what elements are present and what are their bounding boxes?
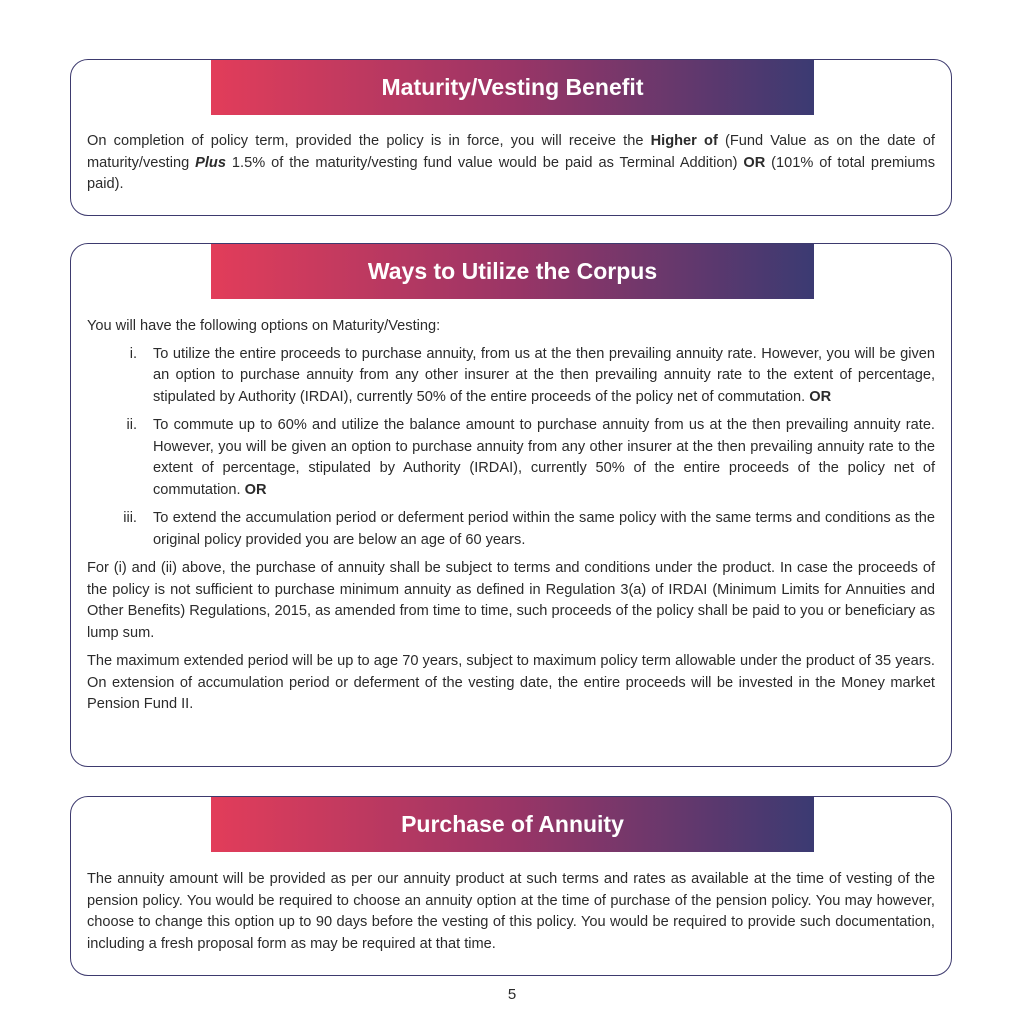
maturity-benefit-text [87, 131, 935, 196]
list-text [153, 344, 935, 409]
list-text [153, 415, 935, 501]
maturity-benefit-section [70, 59, 952, 216]
option-text: To commute up to 60% and utilize the balance amount to purchase annuity from us at the then prevailing annuity rate. However, you will be given an option to purchase annuity from any other insurer at the then prevailing annuity rate to the extent of percentage, stipulated by Authority (IRDAI), currently 50% of the entire proceeds of the policy net of commutation. [153, 417, 935, 498]
list-numeral: ii. [126, 417, 137, 433]
page-number: 5 [507, 986, 517, 1003]
section-title: Maturity/Vesting Benefit [211, 60, 814, 115]
text-span: (101% of total premiums paid). [87, 154, 935, 192]
option-suffix: OR [244, 481, 267, 498]
section-body [87, 131, 935, 196]
extended-period-paragraph: The maximum extended period will be up to age 70 years, subject to maximum policy term allowable under the product of 35 years. On extension of accumulation period or deferment of the vesting date, the entire proceeds will be invested in the Money market Pension Fund II. [87, 653, 935, 712]
list-numeral: iii. [123, 510, 137, 526]
options-list [87, 344, 935, 552]
purchase-annuity-text: The annuity amount will be provided as per our annuity product at such terms and rates as available at the time of vesting of the pension policy. You would be required to choose an annuity option at the time of purchase of the pension policy. You may however, choose to change this option up to 90 days before the vesting of this policy. You would be required to provide such documentation, including a fresh proposal form as may be required at that time. [87, 871, 935, 952]
bold-span: OR [743, 154, 766, 171]
bold-span: Higher of [650, 133, 718, 149]
section-body [87, 316, 935, 716]
bold-italic-span: Plus [195, 154, 226, 171]
list-item [87, 344, 935, 409]
list-item [87, 508, 935, 551]
section-body [87, 869, 935, 955]
purchase-annuity-section [70, 796, 952, 976]
list-numeral: i. [129, 345, 137, 362]
option-suffix: OR [809, 388, 832, 405]
text-span: 1.5% of the maturity/vesting fund value would be paid as Terminal Addition) [225, 154, 744, 171]
text-span: (Fund Value as on the date of maturity/vesting [87, 133, 935, 171]
annuity-conditions-paragraph: For (i) and (ii) above, the purchase of annuity shall be subject to terms and conditions under the product. In case the proceeds of the policy is not sufficient to purchase minimum annuity as defined in Regulation 3(a) of IRDAI (Minimum Limits for Annuities and Other Benefits) Regulations, 2015, as amended from time to time, such proceeds of the policy shall be paid to you or beneficiary as lump sum. [87, 560, 935, 641]
section-title: Purchase of Annuity [211, 797, 814, 852]
options-intro: You will have the following options on Maturity/Vesting: [87, 318, 441, 334]
section-title: Ways to Utilize the Corpus [211, 244, 814, 299]
list-item [87, 415, 935, 501]
option-text: To extend the accumulation period or deferment period within the same policy with the same terms and conditions as the original policy provided you are below an age of 60 years. [153, 510, 935, 548]
list-text [153, 508, 935, 551]
text-span: On completion of policy term, provided the policy is in force, you will receive the [87, 133, 651, 149]
utilize-corpus-section [70, 243, 952, 767]
option-text: To utilize the entire proceeds to purchase annuity, from us at the then prevailing annuity rate. However, you will be given an option to purchase annuity from any other insurer at the then prevailing annuity rate to the extent of percentage, stipulated by Authority (IRDAI), currently 50% of the entire proceeds of the policy net of commutation. [153, 345, 935, 405]
